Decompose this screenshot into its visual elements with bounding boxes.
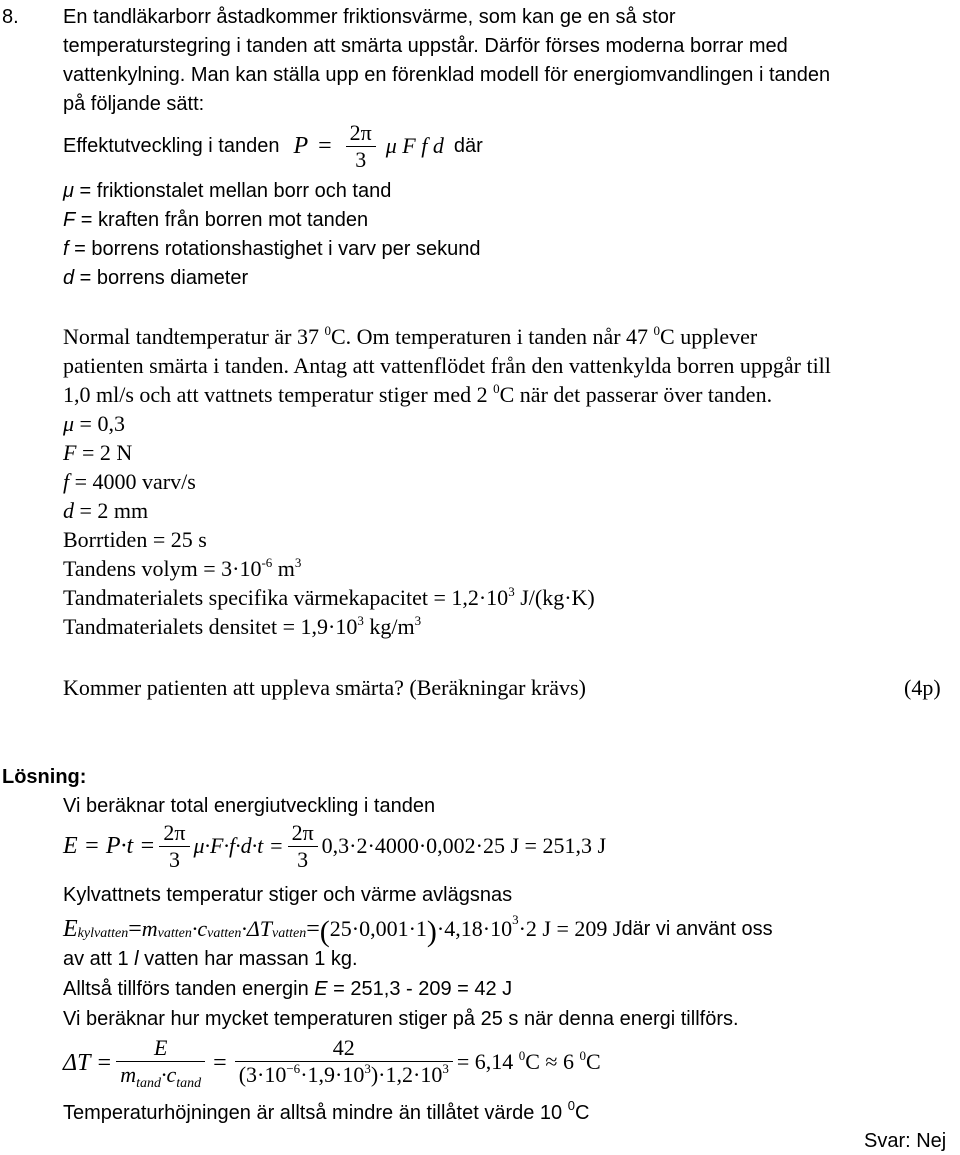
- given-density: Tandmaterialets densitet = $1,9\cdot 10^3$ $kg/m^3$: [63, 613, 422, 639]
- solution-heading: Lösning:: [2, 766, 87, 788]
- temperature-lhs: ΔT =: [63, 1050, 113, 1076]
- definition-d: d = borrens diameter: [63, 267, 249, 289]
- energy-result: 0,3·2·4000·0,002·25 J = 251,3 J: [321, 833, 607, 858]
- energy-lhs: E = P·t =: [63, 833, 156, 859]
- intro-line-2: temperaturstegring i tanden att smärta uppstår. Därför förses moderna borrar med: [63, 35, 788, 57]
- energy-equation: [63, 818, 606, 874]
- formula-suffix: där: [453, 135, 483, 157]
- cooling-equation: E $_{kylvatten}$ = m $_{vatten}$ ·c $_{vatten}$ ·ΔT $_{vatten}$ = ( 25·0,001·1 ) ·4,18·10 $^3$ ·2 J = 209 J där vi använt oss: [63, 912, 773, 948]
- temperature-equation: ΔT = $\frac{E}{m_{tand}\cdot c_{tand}}$ = $\frac{42}{(3\cdot 10^{-6}\cdot 1,9\cdot 10^3)\cdot 1,2\cdot 10^3}$ = 6,14 $^0$C ≈ 6 $^0$C: [63, 1034, 601, 1091]
- given-specific-heat: Tandmaterialets specifika värmekapacitet = $1,2\cdot 10^3$ J/(kg·K): [63, 584, 595, 610]
- para-line-3: 1,0 ml/s och att vattnets temperatur stiger med 2 $^0$C när det passerar över tanden.: [63, 381, 773, 407]
- solution-step-2: Kylvattnets temperatur stiger och värme avlägsnas: [63, 884, 513, 906]
- equals-sign: =: [318, 133, 332, 159]
- given-drill-time: Borrtiden = 25 s: [63, 527, 207, 552]
- intro-line-4: på följande sätt:: [63, 93, 205, 115]
- para-line-2: patienten smärta i tanden. Antag att vattenflödet från den vattenkylda borren uppgår till: [63, 353, 831, 378]
- definition-f-force: F = kraften från borren mot tanden: [63, 209, 369, 231]
- para-line-1: Normal tandtemperatur är 37 $^0$C. Om temperaturen i tanden når 47 $^0$C upplever: [63, 323, 758, 349]
- intro-line-1: En tandläkarborr åstadkommer friktionsvärme, som kan ge en så stor: [63, 6, 676, 28]
- solution-step-1: Vi beräknar total energiutveckling i tanden: [63, 795, 436, 817]
- solution-step-3: av att 1 l vatten har massan 1 kg.: [63, 948, 358, 970]
- formula-denominator: 3: [355, 146, 367, 172]
- problem-number: 8.: [2, 6, 19, 28]
- temperature-result: = 6,14 $^0$C ≈ 6 $^0$C: [456, 1047, 601, 1074]
- formula-fraction: [346, 120, 376, 173]
- energy-fraction-1: $\frac{2\pi}{3}$: [159, 820, 189, 873]
- intro-line-3: vattenkylning. Man kan ställa upp en förenklad modell för energiomvandlingen i tanden: [63, 64, 831, 86]
- question: Kommer patienten att uppleva smärta? (Beräkningar krävs): [63, 675, 586, 700]
- definition-f-freq: f = borrens rotationshastighet i varv per sekund: [63, 238, 481, 260]
- energy-fraction-2: $\frac{2\pi}{3}$: [288, 820, 318, 873]
- solution-step-5: Vi beräknar hur mycket temperaturen stiger på 25 s när denna energi tillförs.: [63, 1008, 739, 1030]
- given-volume: Tandens volym = $3\cdot 10^{-6}$ $m^3$: [63, 555, 302, 581]
- energy-mid: μ·F·f·d·t =: [193, 833, 284, 858]
- given-frequency: f = 4000 varv/s: [63, 469, 196, 494]
- temperature-fraction-1: $\frac{E}{m_{tand}\cdot c_{tand}}$: [116, 1035, 205, 1092]
- formula-label: Effektutveckling i tanden: [63, 135, 280, 157]
- formula-rhs: μ F f d: [385, 133, 444, 158]
- temperature-fraction-2: $\frac{42}{(3\cdot 10^{-6}\cdot 1,9\cdot 10^3)\cdot 1,2\cdot 10^3}$: [235, 1035, 453, 1091]
- formula-lhs: P: [293, 133, 309, 159]
- answer: Svar: Nej: [864, 1130, 947, 1152]
- formula-numerator: 2π: [346, 120, 376, 147]
- given-mu: μ = 0,3: [63, 411, 125, 436]
- given-diameter: d = 2 mm: [63, 498, 149, 523]
- given-force: F = 2 N: [63, 440, 133, 465]
- power-formula: [63, 118, 483, 174]
- solution-step-4: Alltså tillförs tanden energin E = 251,3 - 209 = 42 J: [63, 978, 513, 1000]
- definition-mu: μ = friktionstalet mellan borr och tand: [63, 180, 392, 202]
- solution-conclusion: Temperaturhöjningen är alltså mindre än tillåtet värde 10 $^0$C: [63, 1098, 590, 1124]
- points: (4p): [904, 675, 941, 700]
